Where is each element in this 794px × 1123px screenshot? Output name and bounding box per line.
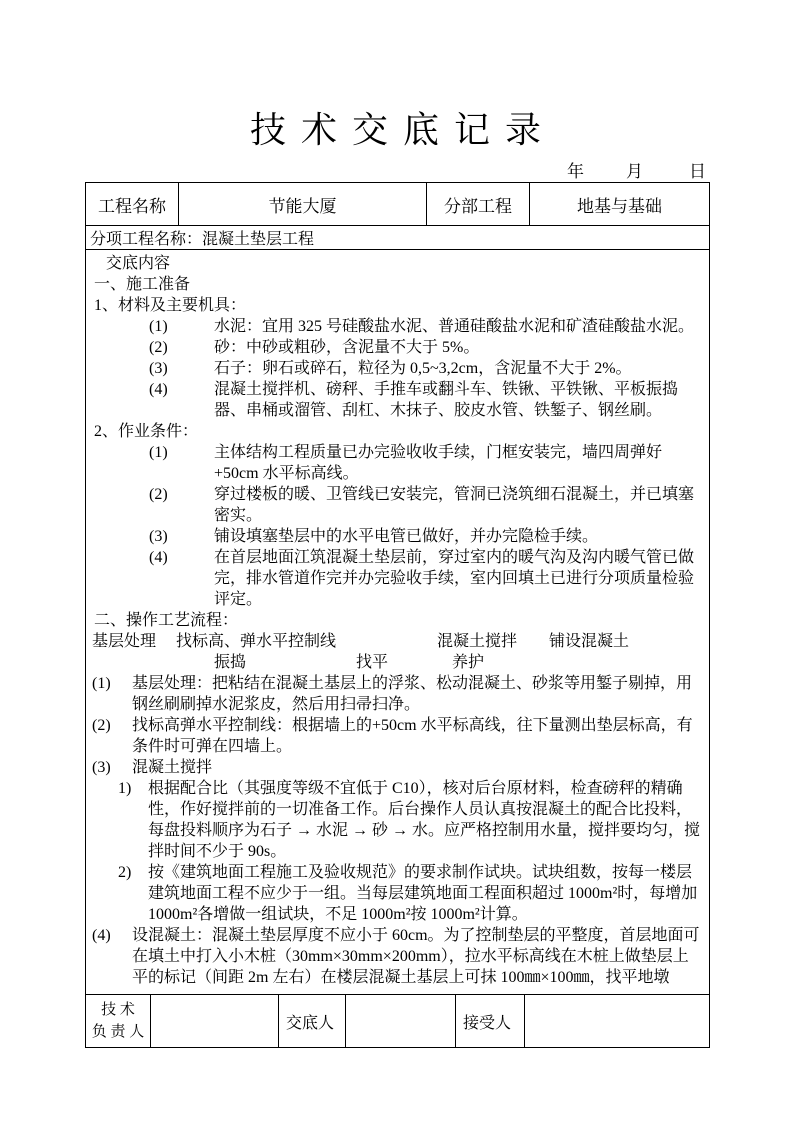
item-text: 穿过楼板的暖、卫管线已安装完，管洞已浇筑细石混凝土，并已填塞密实。: [214, 486, 695, 524]
subsection-heading-materials: 1、材料及主要机具：: [94, 297, 247, 314]
subproject-value: 混凝土垫层工程: [202, 231, 315, 248]
flow-step: 找标高、弹水平控制线: [176, 633, 337, 650]
section-heading-2: 二、操作工艺流程：: [94, 612, 239, 629]
item-text: 找标高弹水平控制线：根据墙上的+50cm 水平标高线，往下量测出垫层标高，有条件时可弹在四墙上。: [132, 717, 693, 755]
discloser-label: 交底人: [279, 995, 346, 1048]
item-text: 基层处理：把粘结在混凝土基层上的浮浆、松动混凝土、砂浆等用錾子剔掉，用钢丝刷刷掉水泥浆皮，然后用扫帚扫净。: [132, 675, 693, 713]
item-number: (3): [149, 360, 168, 377]
subproject-label: 分项工程名称：: [90, 231, 203, 248]
list-item: [92, 715, 703, 757]
date-year-label: 年: [567, 162, 584, 181]
item-number: (4): [149, 549, 168, 566]
footer-table: [85, 994, 710, 1048]
flow-step: 振捣: [214, 654, 247, 671]
item-number: (2): [92, 717, 111, 734]
item-text: 石子：卵石或碎石，粒径为 0,5~3,2cm，含泥量不大于 2%。: [214, 360, 632, 377]
list-item: [92, 526, 703, 547]
item-number: (4): [92, 927, 111, 944]
item-number: 1): [118, 780, 132, 797]
division-label: 分部工程: [427, 183, 530, 226]
document-title: 技 术 交 底 记 录: [249, 110, 544, 150]
subsection-heading-conditions: 2、作业条件：: [94, 423, 199, 440]
process-flow-row-2: [92, 652, 703, 673]
discloser-signature-cell: [346, 995, 456, 1048]
process-flow-row-1: [92, 631, 703, 652]
receiver-signature-cell: [525, 995, 710, 1048]
item-number: 2): [118, 864, 132, 881]
list-item: [92, 757, 703, 778]
list-item: [92, 673, 703, 715]
flow-step: 找平: [356, 654, 389, 671]
list-item: [92, 337, 703, 358]
disclosure-content: [85, 250, 710, 994]
section-heading-1: 一、施工准备: [94, 276, 191, 293]
item-text: 主体结构工程质量已办完验收收手续，门框安装完，墙四周弹好+50cm 水平标高线。: [214, 444, 663, 482]
header-table: [85, 182, 710, 250]
item-number: (4): [149, 381, 168, 398]
flow-step: 铺设混凝土: [549, 633, 630, 650]
list-item: [92, 547, 703, 610]
item-number: (3): [92, 759, 111, 776]
item-text: 在首层地面江筑混凝土垫层前，穿过室内的暖气沟及沟内暖气管已做完，排水管道作完并办完验收手续，室内回填土已进行分项质量检验评定。: [214, 549, 695, 608]
item-number: (1): [92, 675, 111, 692]
date-day-label: 日: [689, 162, 706, 181]
item-number: (1): [149, 318, 168, 335]
receiver-label: 接受人: [456, 995, 525, 1048]
list-item: [92, 484, 703, 526]
item-text: 混凝土搅拌机、磅秤、手推车或翻斗车、铁锹、平铁锹、平板振捣器、串桶或溜管、刮杠、木抹子、胶皮水管、铁錾子、钢丝刷。: [214, 381, 679, 419]
item-number: (2): [149, 486, 168, 503]
item-text: 砂：中砂或粗砂，含泥量不大于 5%。: [214, 339, 480, 356]
item-text: 混凝土搅拌: [132, 759, 213, 776]
tech-lead-label-line1: 技 术: [101, 1002, 135, 1018]
tech-lead-label-line2: 负 责 人: [91, 1024, 145, 1040]
item-text: 根据配合比（其强度等级不宜低于 C10），核对后台原材料，检查磅秤的精确性，作好搅拌前的一切准备工作。后台操作人员认真按混凝土的配合比投料，每盘投料顺序为石子 → 水泥 → 砂 → 水。应严格控制用水量，搅拌要均匀，搅拌时间不少于 90s。: [148, 780, 701, 860]
flow-step: 混凝土搅拌: [437, 633, 518, 650]
subproject-row: [86, 226, 710, 250]
list-item: [92, 925, 703, 988]
project-name-value: 节能大厦: [179, 183, 427, 226]
flow-step: 基层处理: [92, 633, 157, 650]
list-item: [92, 316, 703, 337]
item-number: (2): [149, 339, 168, 356]
list-item: [92, 862, 703, 925]
project-name-label: 工程名称: [86, 183, 179, 226]
date-month-label: 月: [626, 162, 643, 181]
list-item: [92, 778, 703, 862]
item-text: 设混凝土：混凝土垫层厚度不应小于 60cm。为了控制垫层的平整度，首层地面可在填土中打入小木桩（30mm×30mm×200mm），拉水平标高线在木桩上做垫层上平的标记（间距 2m 左右）在楼层混凝土基层上可抹 100㎜×100㎜，找平地墩: [132, 927, 700, 986]
flow-step: 养护: [452, 654, 485, 671]
division-value: 地基与基础: [530, 183, 710, 226]
item-text: 按《建筑地面工程施工及验收规范》的要求制作试块。试块组数，按每一楼层建筑地面工程不应少于一组。当每层建筑地面工程面积超过 1000m²时，每增加 1000m²各增做一组试块，不足 1000m²按 1000m²计算。: [148, 864, 698, 923]
item-number: (1): [149, 444, 168, 461]
content-heading: 交底内容: [106, 255, 171, 272]
form-sheet: [85, 182, 710, 1048]
item-text: 水泥：宜用 325 号硅酸盐水泥、普通硅酸盐水泥和矿渣硅酸盐水泥。: [214, 318, 695, 335]
tech-lead-signature-cell: [151, 995, 279, 1048]
list-item: [92, 442, 703, 484]
tech-lead-label: [86, 995, 151, 1048]
list-item: [92, 379, 703, 421]
item-number: (3): [149, 528, 168, 545]
list-item: [92, 358, 703, 379]
item-text: 铺设填塞垫层中的水平电管已做好，并办完隐检手续。: [214, 528, 599, 545]
date-line: [85, 157, 708, 182]
